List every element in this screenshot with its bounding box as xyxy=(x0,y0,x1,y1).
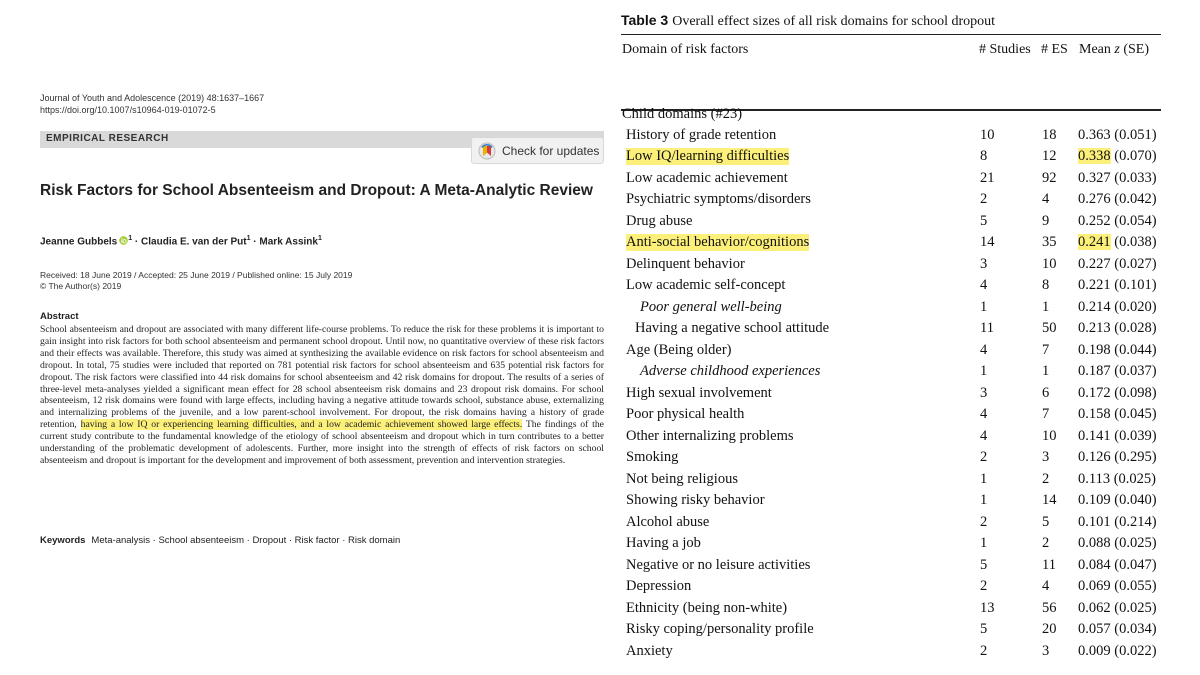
mean-value: 0.327 xyxy=(1078,169,1111,186)
mean-value: 0.084 xyxy=(1078,556,1111,573)
header-domain: Domain of risk factors xyxy=(622,42,749,57)
mean-cell xyxy=(1078,535,1157,552)
studies-cell: 2 xyxy=(980,191,988,208)
mean-value: 0.252 xyxy=(1078,212,1111,229)
table-caption xyxy=(621,12,995,30)
table-row xyxy=(621,191,1161,213)
es-cell: 1 xyxy=(1042,298,1050,315)
se-value: (0.020) xyxy=(1114,298,1157,315)
domain-cell: Showing risky behavior xyxy=(626,492,765,509)
mean-value: 0.113 xyxy=(1078,470,1111,487)
mean-cell xyxy=(1078,320,1157,337)
se-value: (0.025) xyxy=(1114,535,1157,552)
mean-cell xyxy=(1078,191,1157,208)
mean-cell xyxy=(1078,234,1157,251)
studies-cell: 3 xyxy=(980,384,988,401)
es-cell: 11 xyxy=(1042,556,1056,573)
studies-cell: 13 xyxy=(980,599,995,616)
author-name[interactable]: · Claudia E. van der Put xyxy=(132,236,247,248)
es-cell: 2 xyxy=(1042,470,1050,487)
studies-cell: 2 xyxy=(980,642,988,659)
journal-citation: Journal of Youth and Adolescence (2019) 48:1637–1667 xyxy=(40,93,265,103)
abstract-highlight: having a low IQ or experiencing learning difficulties, and a low academic achievement showed large effects. xyxy=(80,419,523,431)
keywords-list: Meta-analysis · School absenteeism · Dropout · Risk factor · Risk domain xyxy=(91,535,401,546)
studies-cell: 3 xyxy=(980,255,988,272)
header-mean-prefix: Mean xyxy=(1079,42,1115,57)
se-value: (0.295) xyxy=(1114,449,1157,466)
author-name[interactable]: · Mark Assink xyxy=(250,236,318,248)
mean-value: 0.276 xyxy=(1078,191,1111,208)
table-row xyxy=(621,363,1161,385)
es-cell: 3 xyxy=(1042,642,1050,659)
se-value: (0.034) xyxy=(1114,621,1157,638)
copyright-line: © The Author(s) 2019 xyxy=(40,280,122,291)
domain-cell: Poor general well-being xyxy=(640,298,782,315)
studies-cell: 2 xyxy=(980,449,988,466)
domain-cell: Negative or no leisure activities xyxy=(626,556,811,573)
mean-cell xyxy=(1078,428,1157,445)
studies-cell: 8 xyxy=(980,148,988,165)
studies-cell: 11 xyxy=(980,320,994,337)
mean-value: 0.363 xyxy=(1078,127,1111,143)
domain-cell: Drug abuse xyxy=(626,212,693,229)
header-es: # ES xyxy=(1041,42,1068,57)
mean-value: 0.213 xyxy=(1078,320,1111,337)
es-cell: 20 xyxy=(1042,621,1057,638)
mean-cell xyxy=(1078,127,1157,144)
table-row xyxy=(621,406,1161,428)
abstract-text xyxy=(40,324,604,467)
domain-cell: Delinquent behavior xyxy=(626,255,745,272)
domain-cell: History of grade retention xyxy=(626,127,777,143)
table-caption-text: Overall effect sizes of all risk domains for school dropout xyxy=(672,14,996,29)
table-row xyxy=(621,600,1161,622)
mean-cell xyxy=(1078,342,1157,359)
table-row xyxy=(621,148,1161,170)
domain-cell: Depression xyxy=(626,578,692,595)
mean-value: 0.101 xyxy=(1078,513,1111,530)
studies-cell: 4 xyxy=(980,406,988,423)
abstract-heading: Abstract xyxy=(40,311,79,322)
es-cell: 35 xyxy=(1042,234,1057,251)
header-mean-z: z xyxy=(1114,42,1120,57)
domain-cell: Low academic self-concept xyxy=(626,277,786,294)
studies-cell: 2 xyxy=(980,578,988,595)
mean-value: 0.126 xyxy=(1078,449,1111,466)
se-value: (0.098) xyxy=(1114,384,1157,401)
check-for-updates-button[interactable] xyxy=(471,137,604,164)
affiliation-sup: 1 xyxy=(317,235,322,242)
table-row xyxy=(621,643,1161,665)
se-value: (0.038) xyxy=(1114,234,1157,251)
studies-cell: 14 xyxy=(980,234,995,251)
domain-cell: Having a negative school attitude xyxy=(635,320,830,337)
group-label: Child domains (#23) xyxy=(622,106,743,122)
se-value: (0.045) xyxy=(1114,406,1157,423)
table-row xyxy=(621,578,1161,600)
studies-cell: 5 xyxy=(980,556,988,573)
mean-cell xyxy=(1078,514,1157,531)
table-row xyxy=(621,471,1161,493)
header-mean-suffix: (SE) xyxy=(1119,42,1150,57)
mean-value: 0.338 xyxy=(1078,148,1111,165)
mean-value: 0.172 xyxy=(1078,384,1111,401)
es-cell: 2 xyxy=(1042,535,1050,552)
domain-cell: Age (Being older) xyxy=(626,341,732,358)
crossmark-icon xyxy=(478,142,496,160)
mean-value: 0.227 xyxy=(1078,255,1111,272)
studies-cell: 2 xyxy=(980,513,988,530)
es-cell: 14 xyxy=(1042,492,1057,509)
domain-cell: Not being religious xyxy=(626,470,738,487)
mean-value: 0.241 xyxy=(1078,234,1111,251)
studies-cell: 5 xyxy=(980,212,988,229)
table-row xyxy=(621,514,1161,536)
studies-cell: 10 xyxy=(980,127,995,143)
mean-cell xyxy=(1078,213,1157,230)
studies-cell: 1 xyxy=(980,298,988,315)
domain-cell: Poor physical health xyxy=(626,406,745,423)
mean-value: 0.198 xyxy=(1078,341,1111,358)
table-row xyxy=(621,213,1161,235)
affiliation-sup: 1 xyxy=(246,235,251,242)
domain-cell: Smoking xyxy=(626,449,679,466)
es-cell: 5 xyxy=(1042,513,1050,530)
se-value: (0.044) xyxy=(1114,341,1157,358)
es-cell: 4 xyxy=(1042,191,1050,208)
abstract-part-1: School absenteeism and dropout are associated with many different life-course problems. To reduce the risk for these problems it is important to gain insight into risk factors for both school absenteeism and permanent school dropout. Until now, no quantitative overview of these risk factors and their effects was available. Therefore, this study was aimed at synthesizing the available evidence on risk factors for school absenteeism and dropout. In total, 75 studies were included that reported on 781 potential risk factors for school absenteeism and 635 potential risk factors for dropout. The risk factors were classified into 44 risk domains for school absenteeism and 42 risk domains for dropout. The results of a series of three-level meta-analyses yielded a significant mean effect for 28 school absenteeism risk domains and 23 dropout risk domains. For school absenteeism, 12 risk domains were found with large effects, including having a negative attitude towards school, substance abuse, externalizing and internalizing problems of the juvenile, and a low parent-school involvement. For dropout, the risk domains having a history of grade retention, xyxy=(40,324,604,431)
table-caption-label: Table 3 xyxy=(621,12,669,28)
check-for-updates-label: Check for updates xyxy=(502,143,600,158)
domain-cell: Ethnicity (being non-white) xyxy=(626,599,788,616)
doi-link[interactable]: https://doi.org/10.1007/s10964-019-01072-5 xyxy=(40,105,216,115)
orcid-icon[interactable] xyxy=(119,236,128,245)
domain-cell: Alcohol abuse xyxy=(626,513,710,530)
mean-cell xyxy=(1078,256,1157,273)
paper-first-page xyxy=(40,92,604,546)
es-cell: 18 xyxy=(1042,127,1057,143)
se-value: (0.040) xyxy=(1114,492,1157,509)
studies-cell: 21 xyxy=(980,169,995,186)
domain-cell: Adverse childhood experiences xyxy=(640,363,821,380)
domain-cell: Having a job xyxy=(626,535,701,552)
studies-cell: 4 xyxy=(980,427,988,444)
mean-cell xyxy=(1078,600,1157,617)
studies-cell: 1 xyxy=(980,492,988,509)
table-row xyxy=(621,557,1161,579)
se-value: (0.070) xyxy=(1114,148,1157,165)
mean-value: 0.057 xyxy=(1078,621,1111,638)
domain-cell: High sexual involvement xyxy=(626,384,772,401)
mean-cell xyxy=(1078,385,1157,402)
es-cell: 56 xyxy=(1042,599,1057,616)
section-label: EMPIRICAL RESEARCH xyxy=(46,133,169,144)
mean-value: 0.109 xyxy=(1078,492,1111,509)
mean-value: 0.158 xyxy=(1078,406,1111,423)
studies-cell: 4 xyxy=(980,277,988,294)
studies-cell: 5 xyxy=(980,621,988,638)
table-row xyxy=(621,535,1161,557)
dates-line: Received: 18 June 2019 / Accepted: 25 June 2019 / Published online: 15 July 2019 xyxy=(40,270,353,280)
mean-value: 0.187 xyxy=(1078,363,1111,380)
mean-cell xyxy=(1078,643,1157,660)
se-value: (0.028) xyxy=(1114,320,1157,337)
se-value: (0.051) xyxy=(1114,127,1157,143)
keywords-label: Keywords xyxy=(40,535,86,546)
es-cell: 7 xyxy=(1042,406,1050,423)
table-row xyxy=(621,428,1161,450)
studies-cell: 1 xyxy=(980,535,988,552)
domain-cell: Anti-social behavior/cognitions xyxy=(626,234,810,251)
es-cell: 4 xyxy=(1042,578,1050,595)
mean-value: 0.141 xyxy=(1078,427,1111,444)
table-row xyxy=(621,234,1161,256)
mean-cell xyxy=(1078,170,1157,187)
mean-value: 0.062 xyxy=(1078,599,1111,616)
se-value: (0.027) xyxy=(1114,255,1157,272)
se-value: (0.025) xyxy=(1113,470,1157,487)
se-value: (0.055) xyxy=(1114,578,1157,595)
table-row xyxy=(621,492,1161,514)
se-value: (0.039) xyxy=(1114,427,1157,444)
studies-cell: 4 xyxy=(980,341,988,358)
paper-title: Risk Factors for School Absenteeism and Dropout: A Meta-Analytic Review xyxy=(40,182,593,199)
domain-cell: Psychiatric symptoms/disorders xyxy=(626,191,811,208)
keywords xyxy=(40,535,400,546)
se-value: (0.025) xyxy=(1114,599,1157,616)
es-cell: 8 xyxy=(1042,277,1050,294)
author-name[interactable]: Jeanne Gubbels xyxy=(40,236,118,248)
mean-cell xyxy=(1078,578,1157,595)
es-cell: 1 xyxy=(1042,363,1050,380)
mean-value: 0.009 xyxy=(1078,642,1111,659)
se-value: (0.033) xyxy=(1114,169,1157,186)
affiliation-sup: 1 xyxy=(128,235,133,242)
se-value: (0.101) xyxy=(1114,277,1157,294)
es-cell: 10 xyxy=(1042,427,1057,444)
mean-cell xyxy=(1078,148,1157,165)
es-cell: 7 xyxy=(1042,341,1050,358)
mean-value: 0.214 xyxy=(1078,298,1111,315)
mean-cell xyxy=(1078,449,1157,466)
author-list xyxy=(40,235,322,247)
header-studies: # Studies xyxy=(979,42,1031,57)
table-row xyxy=(621,277,1161,299)
domain-cell: Other internalizing problems xyxy=(626,427,794,444)
abstract-part-2: The findings of the current study contribute to the fundamental knowledge of the etiology of school absenteeism and dropout which in turn contributes to a better understanding of the problematic development of adolescents. Further, more insight into the strength of effects of risk factors on school absenteeism and dropout is important for the development and improvement of both assessment, prevention and intervention strategies. xyxy=(40,419,604,466)
mean-value: 0.221 xyxy=(1078,277,1111,294)
mean-cell xyxy=(1078,277,1157,294)
es-cell: 6 xyxy=(1042,384,1050,401)
mean-cell xyxy=(1078,363,1157,380)
se-value: (0.037) xyxy=(1114,363,1157,380)
se-value: (0.054) xyxy=(1114,212,1157,229)
table-row xyxy=(621,127,1161,149)
es-cell: 3 xyxy=(1042,449,1050,466)
mean-cell xyxy=(1078,492,1157,509)
se-value: (0.047) xyxy=(1114,556,1157,573)
table-row xyxy=(621,449,1161,471)
domain-cell: Low IQ/learning difficulties xyxy=(626,148,790,165)
publication-dates xyxy=(40,270,352,291)
table-row xyxy=(621,385,1161,407)
es-cell: 9 xyxy=(1042,212,1050,229)
table-top-rule xyxy=(621,34,1161,35)
table-row xyxy=(621,256,1161,278)
domain-cell: Risky coping/personality profile xyxy=(626,621,814,638)
es-cell: 12 xyxy=(1042,148,1057,165)
se-value: (0.042) xyxy=(1114,191,1157,208)
se-value: (0.214) xyxy=(1114,513,1157,530)
mean-cell xyxy=(1078,621,1157,638)
studies-cell: 1 xyxy=(980,363,988,380)
table-row xyxy=(621,342,1161,364)
es-cell: 92 xyxy=(1042,169,1057,186)
mean-cell xyxy=(1078,557,1157,574)
table-row xyxy=(621,320,1161,342)
se-value: (0.022) xyxy=(1114,642,1157,659)
es-cell: 50 xyxy=(1042,320,1057,337)
table-row xyxy=(621,170,1161,192)
mean-cell xyxy=(1078,406,1157,423)
mean-value: 0.069 xyxy=(1078,578,1111,595)
es-cell: 10 xyxy=(1042,255,1057,272)
domain-cell: Anxiety xyxy=(626,642,673,659)
studies-cell: 1 xyxy=(980,470,988,487)
mean-value: 0.088 xyxy=(1078,535,1111,552)
table-row xyxy=(621,299,1161,321)
mean-cell xyxy=(1078,299,1157,316)
domain-cell: Low academic achievement xyxy=(626,169,788,186)
header-mean xyxy=(1079,42,1149,58)
table-row xyxy=(621,621,1161,643)
mean-cell xyxy=(1078,471,1156,488)
